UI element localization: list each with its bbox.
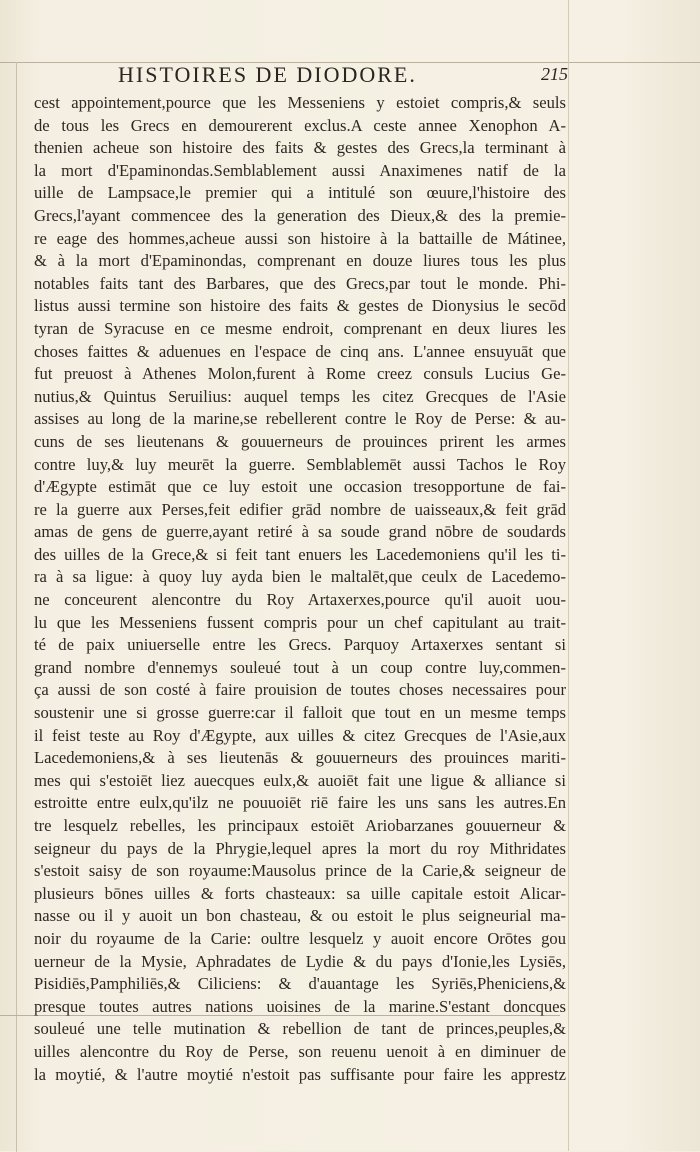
text-line: plusieurs bōnes uilles & forts chasteaux: sa uille capitale estoit Alicar- [34, 883, 566, 903]
text-line: s'estoit saisy de son royaume:Mausolus prince de la Carie,& seigneur de [34, 861, 566, 881]
text-line: contre luy,& luy meurēt la guerre. Semblablemēt aussi Tachos le Roy [34, 454, 566, 474]
text-line: soustenir une si grosse guerre:car il falloit que tout en un mesme temps [34, 703, 566, 723]
text-line: amas de gens de guerre,ayant retiré à sa soude grand nōbre de soudards [34, 522, 566, 542]
text-line: ne conceurent alencontre du Roy Artaxerxes,pource qu'il auoit uou- [34, 590, 566, 610]
page-number: 215 [541, 64, 568, 84]
text-line: Lacedemoniens,& à ses lieutenās & gouuerneurs des prouinces mariti- [34, 748, 566, 768]
text-line: re eage des hommes,acheue aussi son histoire à la battaille de Mátinee, [34, 228, 566, 248]
text-line: uilles alencontre du Roy de Perse, son reuenu uenoit à en diminuer de [34, 1041, 566, 1061]
text-line: la moytié, & l'autre moytié n'estoit pas suffisante pour faire les apprestz [34, 1064, 566, 1084]
text-line: tyran de Syracuse en ce mesme endroit, comprenant en deux liures les [34, 318, 566, 338]
text-line: fut preuost à Athenes Molon,furent à Rome creez consuls Lucius Ge- [34, 364, 566, 384]
text-line: uille de Lampsace,le premier qui a intitulé son œuure,l'histoire des [34, 183, 566, 203]
text-line: grand nombre d'ennemys souleué tout à un coup contre luy,commen- [34, 657, 566, 677]
text-line: & à la mort d'Epaminondas, comprenant en douze liures tous les plus [34, 251, 566, 271]
text-line: nutius,& Quintus Seruilius: auquel temps les citez Grecques de l'Asie [34, 386, 566, 406]
text-line: assises au long de la marine,se rebellerent contre le Roy de Perse: & au- [34, 409, 566, 429]
text-line: té de paix uniuerselle entre les Grecs. Parquoy Artaxerxes sentant si [34, 635, 566, 655]
text-line: ça aussi de son costé à faire prouision de toutes choses necessaires pour [34, 680, 566, 700]
text-line: Pisidiēs,Pamphiliēs,& Ciliciens: & d'auantage les Syriēs,Pheniciens,& [34, 974, 566, 994]
text-line: tre lesquelz rebelles, les principaux estoiēt Ariobarzanes gouuerneur & [34, 816, 566, 835]
text-line: ra à sa ligue: à quoy luy ayda bien le maltalēt,que ceulx de Lacedemo- [34, 567, 566, 587]
right-margin-rule [568, 0, 569, 1151]
text-line: listus aussi termine son histoire des faits & gestes de Dionysius le secōd [34, 296, 566, 316]
text-line: d'Ægypte estimāt que ce luy estoit une occasion tresopportune de fai- [34, 477, 566, 497]
text-line: mes qui s'estoiēt liez auecques eulx,& auoiēt fait une ligue & alliance si [34, 770, 566, 790]
left-margin-rule [16, 62, 17, 1152]
text-line: presque toutes autres nations uoisines de la marine.S'estant doncques [34, 996, 566, 1016]
text-line: notables faits tant des Barbares, que des Grecs,par tout le monde. Phi- [34, 273, 566, 293]
text-line: thenien acheue son histoire des faits & gestes des Grecs,la terminant à [34, 138, 566, 158]
text-line: cest appointement,pource que les Messeniens y estoiet compris,& seuls [34, 93, 566, 112]
text-line: des uilles de la Grece,& si feit tant enuers les Lacedemoniens qu'il les ti- [34, 544, 566, 564]
page-header [118, 62, 570, 96]
text-line: cuns de ses lieutenans & gouuerneurs de prouinces prirent les armes [34, 431, 566, 451]
text-line: lu que les Messeniens fussent compris pour un chef capitulant au trait- [34, 612, 566, 632]
text-line: choses faittes & aduenues en l'espace de cinq ans. L'annee ensuyuāt que [34, 341, 566, 361]
text-line: souleué une telle mutination & rebellion de tant de princes,peuples,& [34, 1019, 566, 1039]
text-line: Grecs,l'ayant commencee des la generation des Dieux,& des la premie- [34, 205, 566, 225]
text-line: estroitte entre eulx,qu'ilz ne pouuoiēt riē faire les uns sans les autres.En [34, 793, 566, 813]
running-head: HISTOIRES DE DIODORE. [118, 62, 417, 87]
body-text [34, 92, 566, 1086]
text-line: nasse ou il y auoit un bon chasteau, & ou estoit le plus seigneurial ma- [34, 906, 566, 926]
text-line: la mort d'Epaminondas.Semblablement aussi Anaximenes natif de la [34, 160, 566, 180]
text-line: re la guerre aux Perses,feit edifier grād nombre de uaisseaux,& feit grād [34, 499, 566, 519]
text-line: il feist teste au Roy d'Ægypte, aux uilles & citez Grecques de l'Asie,aux [34, 725, 566, 745]
text-line: uerneur de la Mysie, Aphradates de Lydie & du pays d'Ionie,les Lysiēs, [34, 951, 566, 971]
text-line: noir du royaume de la Carie: oultre lesquelz y auoit encore Orōtes gou [34, 928, 566, 948]
text-line: de tous les Grecs en demourerent exclus.A ceste annee Xenophon A- [34, 115, 566, 135]
text-line: seigneur du pays de la Phrygie,lequel apres la mort du roy Mithridates [34, 838, 566, 858]
